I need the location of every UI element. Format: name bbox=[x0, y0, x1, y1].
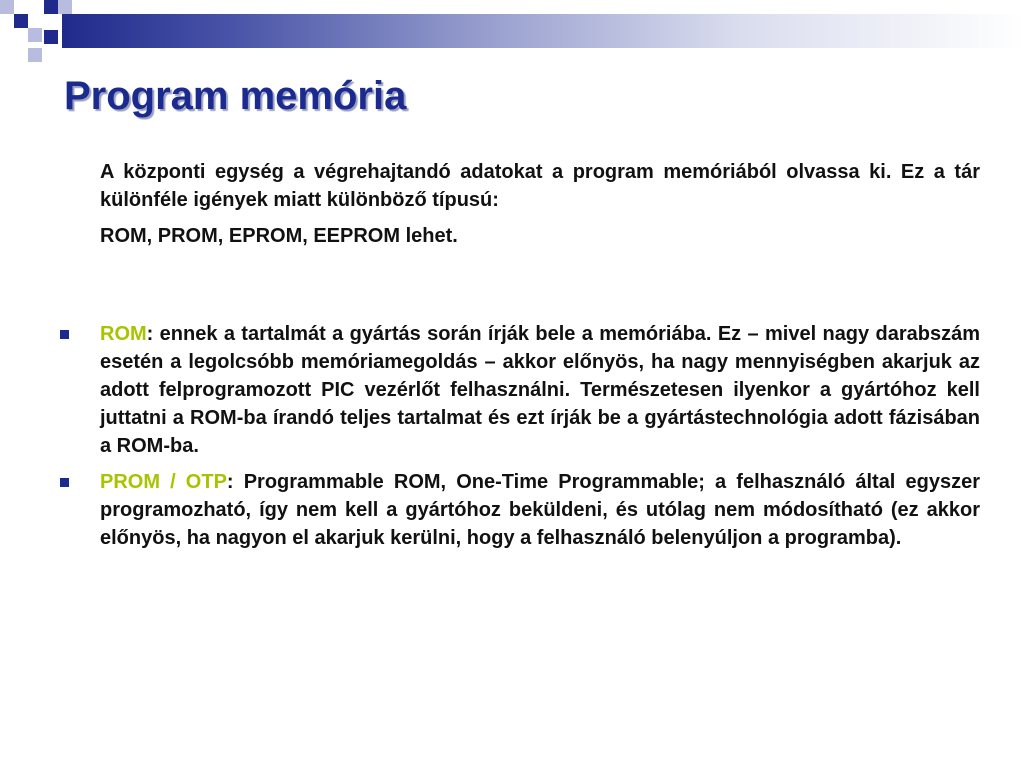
bullet-item-rom bbox=[60, 320, 980, 460]
slide-title: Program memória bbox=[64, 74, 407, 118]
square-bullet-icon bbox=[60, 478, 69, 487]
header-gradient-bar bbox=[62, 14, 1024, 48]
term-prom-otp: PROM / OTP bbox=[100, 471, 227, 493]
deco-square-dark-1 bbox=[14, 14, 28, 28]
term-rom: ROM bbox=[100, 323, 147, 345]
deco-square-light-2 bbox=[28, 28, 42, 42]
deco-square-dark-3 bbox=[44, 30, 58, 44]
deco-square-light-1 bbox=[0, 0, 14, 14]
intro-memory-types: ROM, PROM, EPROM, EEPROM lehet. bbox=[100, 225, 458, 247]
deco-square-light-3 bbox=[58, 0, 72, 14]
bullet-text-prom-otp: : Programmable ROM, One-Time Programmable; a felhasználó által egyszer programozható, így nem kell a gyártóhoz beküldeni, és utólag nem módosítható (ez akkor előnyös, ha nagyon el akarjuk kerülni, hogy a felhasználó belenyúljon a programba). bbox=[100, 471, 980, 549]
bullet-text-rom: : ennek a tartalmát a gyártás során írják bele a memóriába. Ez – mivel nagy darabszám esetén a legolcsóbb memóriamegoldás – akkor előnyös, ha nagy mennyiségben akarjuk az adott felprogramozott PIC vezérlőt felhasználni. Természetesen ilyenkor a gyártóhoz kell juttatni a ROM-ba írandó teljes tartalmat és ezt írják be a gyártástechnológia adott fázisában a ROM-ba. bbox=[100, 323, 980, 457]
deco-square-light-4 bbox=[28, 48, 42, 62]
intro-paragraph: A központi egység a végrehajtandó adatokat a program memóriából olvassa ki. Ez a tár különféle igények miatt különböző típusú: bbox=[100, 161, 980, 211]
bullet-list bbox=[60, 320, 980, 560]
bullet-item-prom-otp bbox=[60, 468, 980, 552]
square-bullet-icon bbox=[60, 330, 69, 339]
deco-square-dark-2 bbox=[44, 0, 58, 14]
